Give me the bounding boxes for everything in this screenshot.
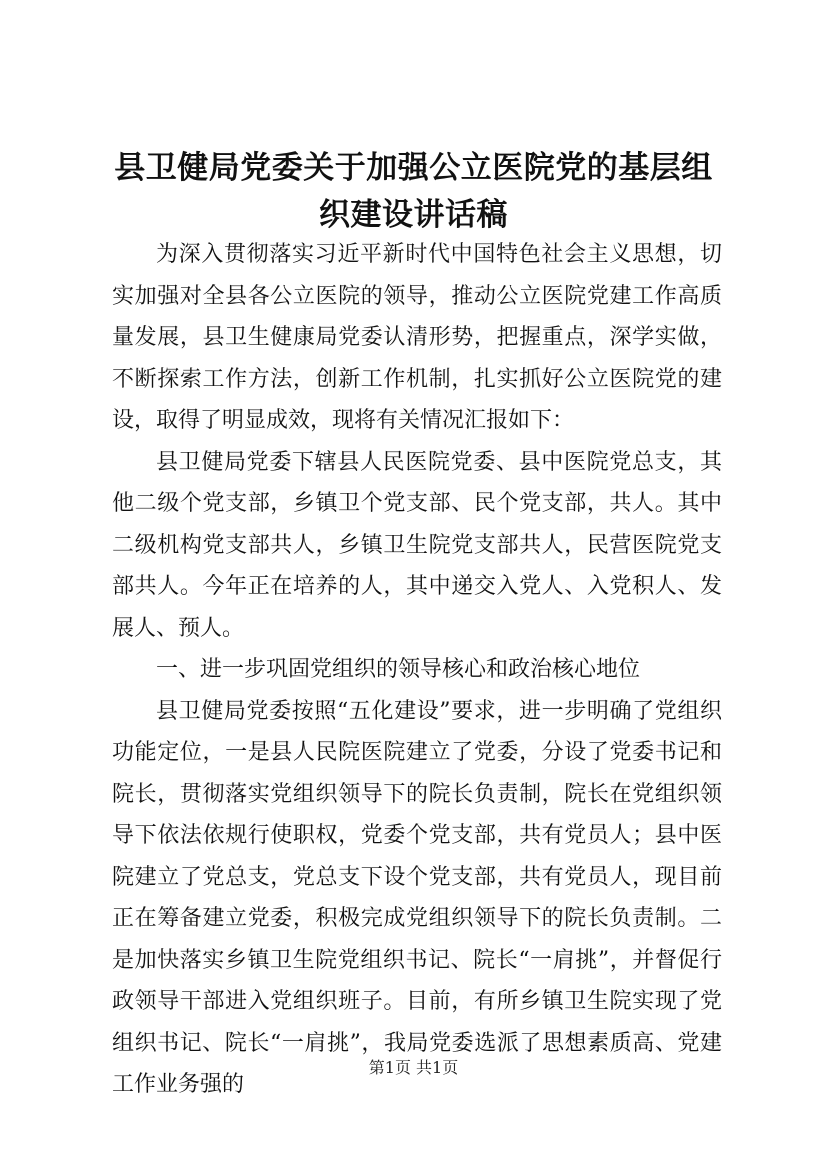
paragraph-intro: 为深入贯彻落实习近平新时代中国特色社会主义思想，切实加强对全县各公立医院的领导，推动公立医院党建工作高质量发展，县卫生健康局党委认清形势，把握重点，深学实做，不断探索工作方法，创新工作机制，扎实抓好公立医院党的建设，取得了明显成效，现将有关情况汇报如下： xyxy=(112,242,722,433)
document-body xyxy=(112,234,722,1106)
document-title: 县卫健局党委关于加强公立医院党的基层组织建设讲话稿 xyxy=(114,150,713,233)
section-heading: 一、进一步巩固党组织的领导核心和政治核心地位 xyxy=(156,657,641,682)
paragraph-overview: 县卫健局党委下辖县人民医院党委、县中医院党总支，其他二级个党支部，乡镇卫个党支部、民个党支部，共人。其中二级机构党支部共人，乡镇卫生院党支部共人，民营医院党支部共人。今年正在培养的人，其中递交入党人、入党积人、发展人、预人。 xyxy=(112,449,722,641)
page-number: 第1页 共1页 xyxy=(368,1058,459,1077)
paragraph-section-one: 县卫健局党委按照“五化建设”要求，进一步明确了党组织功能定位，一是县人民院医院建立了党委，分设了党委书记和院长，贯彻落实党组织领导下的院长负责制，院长在党组织领导下依法依规行使职权，党委个党支部，共有党员人；县中医院建立了党总支，党总支下设个党支部，共有党员人，现目前正在筹备建立党委，积极完成党组织领导下的院长负责制。二是加快落实乡镇卫生院党组织书记、院长“一肩挑”，并督促行政领导干部进入党组织班子。目前，有所乡镇卫生院实现了党组织书记、院长“一肩挑”，我局党委选派了思想素质高、党建工作业务强的 xyxy=(112,698,722,1097)
